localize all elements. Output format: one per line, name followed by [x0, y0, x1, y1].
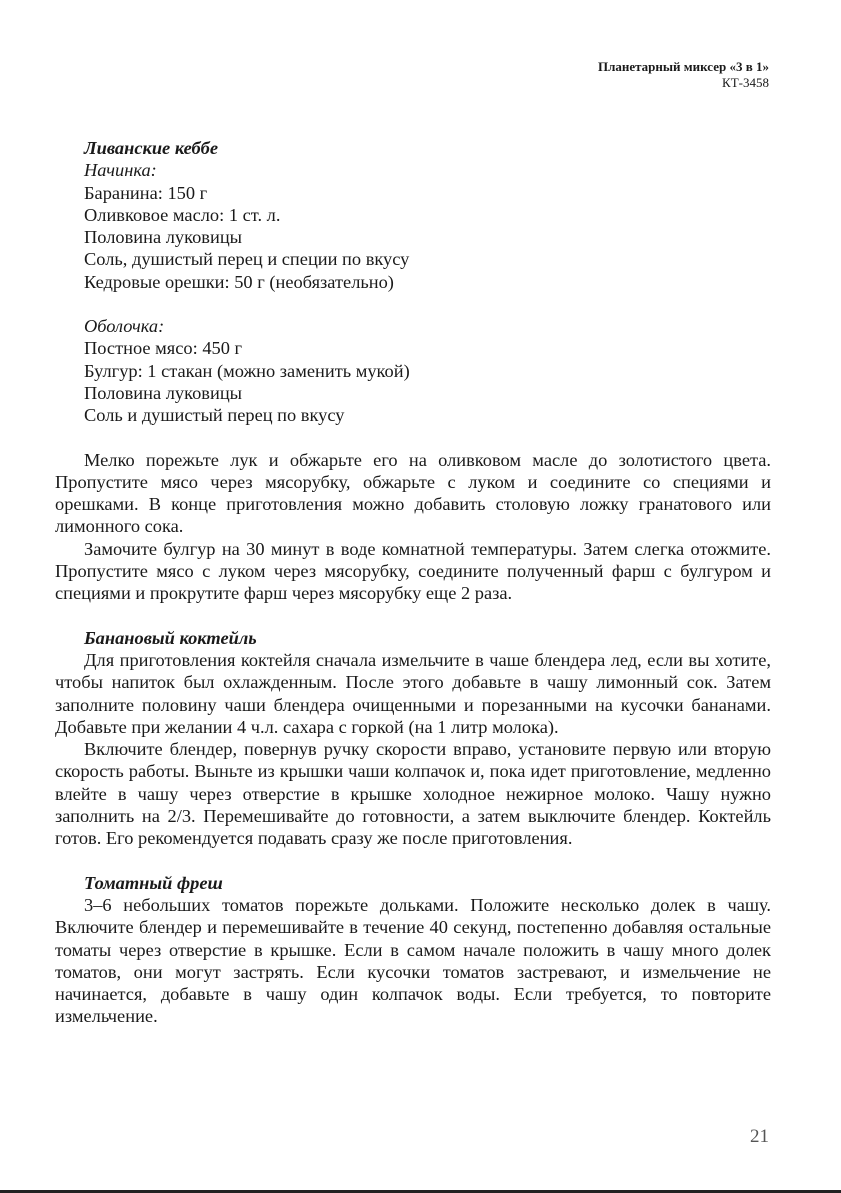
- instruction-paragraph: 3–6 небольших томатов порежьте дольками. Положите несколько долек в чашу. Включите блендер и перемешивайте в течение 40 секунд, постепенно добавляя остальные томаты через отверстие в крышке. Если в самом начале положить в чашу много долек томатов, они могут застрять. Если кусочки томатов застревают, и измельчение не начинается, добавьте в чашу один колпачок воды. Если требуется, то повторите измельчение.: [55, 894, 771, 1027]
- page-content: [55, 137, 771, 1028]
- instruction-paragraph: Мелко порежьте лук и обжарьте его на оливковом масле до золотистого цвета. Пропустите мясо через мясорубку, обжарьте с луком и соедините со специями и орешками. В конце приготовления можно добавить столовую ложку гранатового или лимонного сока.: [55, 449, 771, 537]
- ingredient-item: Соль и душистый перец по вкусу: [84, 405, 345, 426]
- product-title: Планетарный миксер «3 в 1»: [597, 59, 769, 74]
- ingredient-item: Булгур: 1 стакан (можно заменить мукой): [84, 360, 410, 381]
- filling-label: Начинка:: [84, 160, 157, 181]
- page-header: [598, 59, 769, 91]
- product-model: КТ-3458: [722, 75, 769, 90]
- ingredient-item: Баранина: 150 г: [84, 182, 208, 203]
- recipe-title-tomato: Томатный фреш: [84, 872, 223, 893]
- ingredient-item: Половина луковицы: [84, 382, 243, 403]
- instruction-paragraph: Замочите булгур на 30 минут в воде комнатной температуры. Затем слегка отожмите. Пропустите мясо с луком через мясорубку, соедините полученный фарш с булгуром и специями и прокрутите фарш через мясорубку еще 2 раза.: [55, 538, 771, 604]
- ingredient-item: Половина луковицы: [84, 227, 243, 248]
- ingredient-item: Кедровые орешки: 50 г (необязательно): [84, 271, 394, 292]
- shell-label: Оболочка:: [84, 316, 165, 337]
- instruction-paragraph: Для приготовления коктейля сначала измельчите в чаше блендера лед, если вы хотите, чтобы напиток был охлажденным. После этого добавьте в чашу лимонный сок. Затем заполните половину чаши блендера очищенными и порезанными на кусочки бананами. Добавьте при желании 4 ч.л. сахара с горкой (на 1 литр молока).: [55, 649, 771, 737]
- instruction-paragraph: Включите блендер, повернув ручку скорости вправо, установите первую или вторую скорость работы. Выньте из крышки чаши колпачок и, пока идет приготовление, медленно влейте в чашу через отверстие в крышке холодное нежирное молоко. Чашу нужно заполнить на 2/3. Перемешивайте до готовности, а затем выключите блендер. Коктейль готов. Его рекомендуется подавать сразу же после приготовления.: [55, 739, 771, 849]
- recipe-title-kebbe: Ливанские кеббе: [84, 138, 219, 158]
- recipe-title-banana: Банановый коктейль: [84, 627, 257, 648]
- page-number: 21: [750, 1126, 769, 1147]
- ingredient-item: Оливковое масло: 1 ст. л.: [84, 204, 281, 225]
- ingredient-item: Соль, душистый перец и специи по вкусу: [84, 249, 410, 270]
- ingredient-item: Постное мясо: 450 г: [84, 338, 243, 359]
